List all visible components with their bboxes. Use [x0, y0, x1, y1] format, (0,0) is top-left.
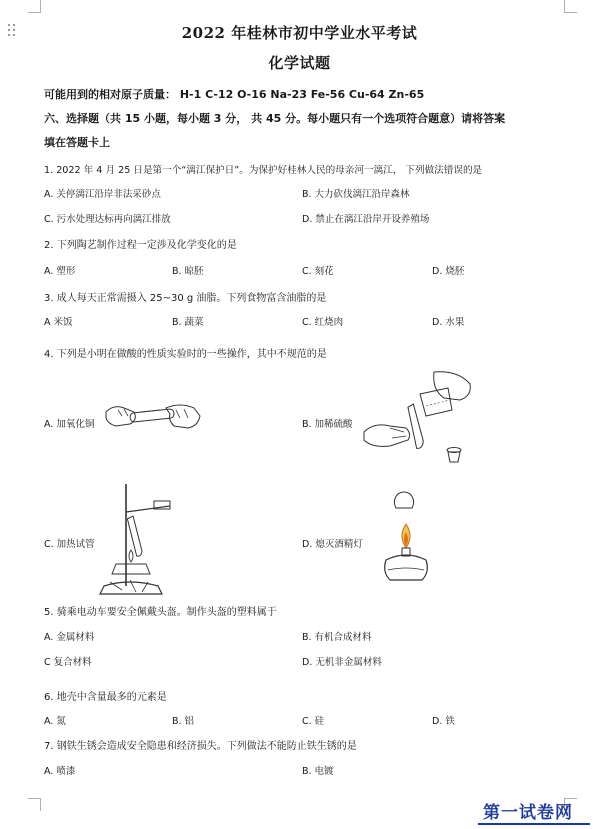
q4-image-add-copper-oxide [104, 398, 204, 438]
q2-option-d[interactable]: D. 烧胚 [432, 266, 465, 277]
q4-option-c[interactable]: C. 加热试管 [44, 539, 95, 550]
q4-option-b[interactable]: B. 加稀硫酸 [302, 419, 353, 430]
q3-option-b[interactable]: B. 蔬菜 [172, 317, 204, 328]
q5-option-c[interactable]: C 复合材料 [44, 657, 92, 668]
q1-option-c[interactable]: C. 污水处理达标再向漓江排放 [44, 214, 171, 225]
q5-stem: 5. 骑乘电动车要安全佩戴头盔。制作头盔的塑料属于 [44, 607, 277, 618]
q4-image-heat-test-tube [100, 482, 180, 598]
q5-option-b[interactable]: B. 有机合成材料 [302, 632, 372, 643]
q6-option-c[interactable]: C. 硅 [302, 716, 325, 727]
q7-option-b[interactable]: B. 电镀 [302, 766, 334, 777]
crop-mark-top-left [28, 0, 41, 13]
atomic-mass-line: 可能用到的相对原子质量： H-1 C-12 O-16 Na-23 Fe-56 Cu-64 Zn-65 [44, 88, 425, 101]
site-watermark: 第一试卷网 [483, 803, 573, 823]
q7-option-a[interactable]: A. 喷漆 [44, 766, 76, 777]
crop-mark-bottom-left [28, 798, 41, 811]
watermark-underline [478, 823, 590, 825]
q4-stem: 4. 下列是小明在做酸的性质实验时的一些操作，其中不规范的是 [44, 349, 327, 360]
q3-stem: 3. 成人每天正常需摄入 25~30 g 油脂。下列食物富含油脂的是 [44, 293, 327, 304]
q4-image-add-dilute-sulfuric-acid [360, 370, 480, 470]
q4-option-a[interactable]: A. 加氧化铜 [44, 419, 95, 430]
exam-title: 2022 年桂林市初中学业水平考试 [181, 24, 418, 42]
q2-option-a[interactable]: A. 塑形 [44, 266, 76, 277]
q3-option-a[interactable]: A 米饭 [44, 317, 73, 328]
q3-option-d[interactable]: D. 水果 [432, 317, 465, 328]
exam-subtitle: 化学试题 [268, 54, 331, 72]
q5-option-d[interactable]: D. 无机非金属材料 [302, 657, 382, 668]
q1-option-d[interactable]: D. 禁止在漓江沿岸开设养殖场 [302, 214, 430, 225]
section-instructions-line2: 填在答题卡上 [44, 136, 110, 149]
q4-option-d[interactable]: D. 熄灭酒精灯 [302, 539, 363, 550]
q6-option-b[interactable]: B. 铝 [172, 716, 195, 727]
crop-mark-top-right [564, 0, 577, 13]
q1-stem: 1. 2022 年 4 月 25 日是第一个“漓江保护日”。为保护好桂林人民的母亲河一漓江， 下列做法错误的是 [44, 165, 483, 176]
q6-stem: 6. 地壳中含量最多的元素是 [44, 692, 167, 703]
q7-stem: 7. 钢铁生锈会造成安全隐患和经济损失。下列做法不能防止铁生锈的是 [44, 741, 357, 752]
q5-option-a[interactable]: A. 金属材料 [44, 632, 95, 643]
section-instructions-line1: 六、选择题（共 15 小题，每小题 3 分， 共 45 分。每小题只有一个选项符合题意）请将答案 [44, 112, 506, 125]
q3-option-c[interactable]: C. 红烧肉 [302, 317, 344, 328]
q1-option-b[interactable]: B. 大力砍伐漓江沿岸森林 [302, 189, 410, 200]
q2-stem: 2. 下列陶艺制作过程一定涉及化学变化的是 [44, 240, 237, 251]
q6-option-a[interactable]: A. 氮 [44, 716, 66, 727]
q6-option-d[interactable]: D. 铁 [432, 716, 455, 727]
q2-option-b[interactable]: B. 晾胚 [172, 266, 204, 277]
q1-option-a[interactable]: A. 关停漓江沿岸非法采砂点 [44, 189, 161, 200]
q2-option-c[interactable]: C. 刻花 [302, 266, 334, 277]
q4-image-extinguish-alcohol-lamp [376, 490, 436, 588]
